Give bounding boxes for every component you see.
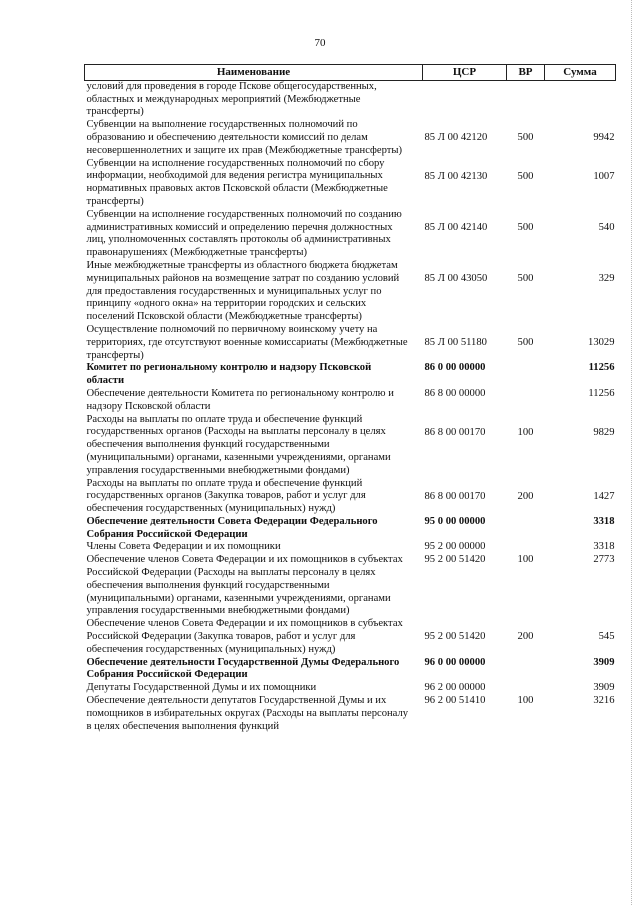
table-row <box>85 478 616 516</box>
cell-vr: 500 <box>517 132 534 144</box>
cell-vr: 500 <box>517 336 534 348</box>
table-row <box>85 695 616 733</box>
cell-sum: 545 <box>598 631 615 643</box>
cell-csr: 95 2 00 51420 <box>424 554 486 566</box>
cell-vr <box>507 388 545 414</box>
cell-sum: 329 <box>598 272 615 284</box>
cell-name: Расходы на выплаты по оплате труда и обеспечение функций государственных органов (Расходы на выплаты персоналу в целях обеспечения выполнения функций государственными (муниципальными) органами, казенными учреждениями, органами управления государственными внебюджетными фондами) <box>86 413 391 476</box>
cell-csr: 95 0 00 00000 <box>424 515 486 527</box>
cell-csr: 96 2 00 51410 <box>424 695 486 707</box>
cell-csr: 86 8 00 00000 <box>424 387 486 399</box>
table-row <box>85 119 616 157</box>
page-number: 70 <box>314 37 326 49</box>
header-sum: Сумма <box>545 65 616 81</box>
cell-name: Субвенции на исполнение государственных полномочий по созданию административных комиссий и определению перечня должностных лиц, уполномоченных составлять протоколы об административных правонарушениях (Межбюджетные трансферты) <box>86 208 402 259</box>
cell-csr: 95 2 00 51420 <box>424 631 486 643</box>
cell-vr <box>507 362 545 388</box>
cell-vr <box>507 541 545 554</box>
cell-name: Члены Совета Федерации и их помощники <box>86 541 281 553</box>
table-row <box>85 618 616 656</box>
cell-vr: 500 <box>517 170 534 182</box>
cell-name: Расходы на выплаты по оплате труда и обеспечение функций государственных органов (Закупка товаров, работ и услуг для обеспечения государственных (муниципальных) нужд) <box>86 477 366 515</box>
cell-csr: 86 8 00 00170 <box>424 426 486 438</box>
cell-vr <box>507 80 545 119</box>
scan-edge-line <box>630 0 632 905</box>
cell-name: Обеспечение деятельности Комитета по региональному контролю и надзору Псковской области <box>86 387 394 412</box>
cell-sum <box>545 80 616 119</box>
cell-vr: 100 <box>517 695 534 707</box>
table-row <box>85 388 616 414</box>
table-row <box>85 158 616 209</box>
table-row <box>85 682 616 695</box>
table-row <box>85 80 616 119</box>
cell-csr: 85 Л 00 43050 <box>424 272 488 284</box>
cell-csr: 85 Л 00 42120 <box>424 132 488 144</box>
cell-sum: 3909 <box>593 656 615 668</box>
cell-name: условий для проведения в городе Пскове общегосударственных, областных и международных мероприятий (Межбюджетные трансферты) <box>86 80 377 118</box>
cell-name: Обеспечение деятельности Государственной Думы Федерального Собрания Российской Федерации <box>86 656 400 681</box>
cell-csr: 85 Л 00 42140 <box>424 221 488 233</box>
cell-csr: 96 0 00 00000 <box>424 656 486 668</box>
table-row <box>85 541 616 554</box>
cell-vr: 100 <box>517 426 534 438</box>
cell-csr: 96 2 00 00000 <box>424 682 486 694</box>
cell-sum: 2773 <box>593 554 615 566</box>
table-body <box>85 80 616 733</box>
table-row <box>85 362 616 388</box>
cell-sum: 13029 <box>588 336 615 348</box>
table-row <box>85 657 616 683</box>
cell-vr: 500 <box>517 272 534 284</box>
cell-name: Обеспечение членов Совета Федерации и их помощников в субъектах Российской Федерации (Закупка товаров, работ и услуг для обеспечения государственных (муниципальных) нужд) <box>86 618 403 655</box>
cell-sum: 11256 <box>588 387 615 399</box>
table-row <box>85 260 616 324</box>
cell-sum: 1007 <box>593 170 615 182</box>
cell-csr <box>423 80 507 119</box>
cell-vr: 200 <box>517 631 534 643</box>
cell-sum: 11256 <box>588 362 615 374</box>
table-row <box>85 516 616 542</box>
cell-vr <box>507 682 545 695</box>
cell-vr: 200 <box>517 490 534 502</box>
cell-csr: 85 Л 00 51180 <box>424 336 487 348</box>
cell-csr: 95 2 00 00000 <box>424 541 486 553</box>
cell-sum: 3216 <box>593 695 615 707</box>
cell-name: Субвенции на исполнение государственных полномочий по сбору информации, необходимой для ведения регистра муниципальных нормативных правовых актов Псковской области (Межбюджетные трансферты) <box>86 157 388 207</box>
table-row <box>85 324 616 362</box>
cell-sum: 3318 <box>593 541 615 553</box>
budget-table <box>84 64 616 733</box>
cell-name: Обеспечение членов Совета Федерации и их помощников в субъектах Российской Федерации (Расходы на выплаты персоналу в целях обеспечения выполнения функций государственными (муниципальными) органами, казенными учреждениями, органами управления государственными внебюджетными фондами) <box>86 554 403 617</box>
cell-vr <box>507 657 545 683</box>
cell-name: Обеспечение деятельности депутатов Государственной Думы и их помощников в избирательных округах (Расходы на выплаты персоналу в целях обеспечения выполнения функций <box>86 695 409 732</box>
cell-name: Депутаты Государственной Думы и их помощники <box>86 682 317 694</box>
cell-name: Субвенции на выполнение государственных полномочий по образованию и обеспечению деятельности комиссий по делам несовершеннолетних и защите их прав (Межбюджетные трансферты) <box>86 119 403 156</box>
cell-name: Осуществление полномочий по первичному воинскому учету на территориях, где отсутствуют военные комиссариаты (Межбюджетные трансферты) <box>86 323 408 361</box>
cell-name: Иные межбюджетные трансферты из областного бюджета бюджетам муниципальных районов на возмещение затрат по созданию условий для предоставления государственных и муниципальных услуг по принципу «одного окна» на территории городских и сельских поселений Псковской области (Межбюджетные трансферты) <box>86 259 400 323</box>
cell-csr: 86 0 00 00000 <box>424 362 486 374</box>
cell-vr: 500 <box>517 221 534 233</box>
table-header <box>85 65 616 81</box>
cell-sum: 3909 <box>593 682 615 694</box>
cell-vr <box>507 516 545 542</box>
header-name: Наименование <box>85 65 423 81</box>
header-csr: ЦСР <box>423 65 507 81</box>
cell-sum: 9829 <box>593 426 615 438</box>
cell-name: Комитет по региональному контролю и надзору Псковской области <box>86 362 372 387</box>
cell-sum: 9942 <box>593 132 615 144</box>
cell-vr: 100 <box>517 554 534 566</box>
table-row <box>85 554 616 618</box>
table-row <box>85 209 616 260</box>
cell-sum: 1427 <box>593 490 615 502</box>
cell-csr: 85 Л 00 42130 <box>424 170 488 182</box>
header-vr: ВР <box>507 65 545 81</box>
cell-sum: 3318 <box>593 515 615 527</box>
cell-csr: 86 8 00 00170 <box>424 490 486 502</box>
table-row <box>85 414 616 478</box>
cell-sum: 540 <box>598 221 615 233</box>
cell-name: Обеспечение деятельности Совета Федерации Федерального Собрания Российской Федерации <box>86 515 378 540</box>
